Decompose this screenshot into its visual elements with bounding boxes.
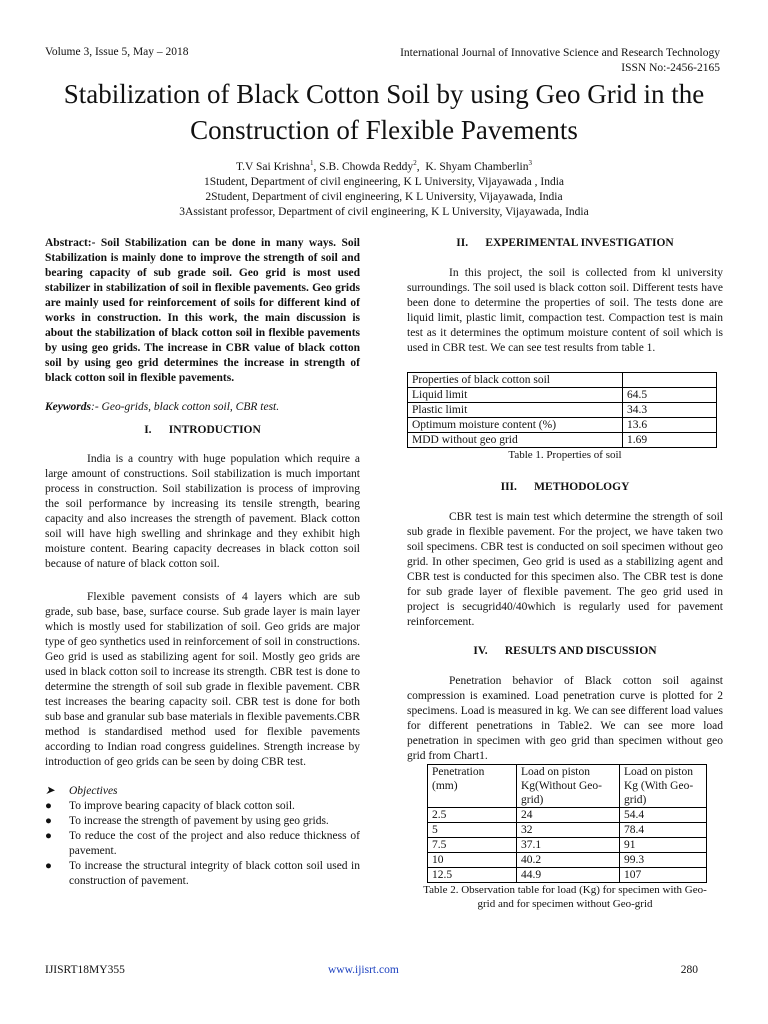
- table-row: [408, 433, 717, 448]
- table-cell: Optimum moisture content (%): [408, 418, 623, 433]
- intro-paragraph-1: India is a country with huge population which require a large amount of constructions. Soil stabilization is much important process in construction. Soil stabilization is process of improving the soil performance by increasing its tensile strength, bearing capacity and also increases the strength of pavement. Black cotton soil will have high swelling and shrinkage and they exhibit high moisture content. Bearing capacity decreases in black cotton soil because of nature of black cotton soil.: [45, 453, 360, 570]
- table-cell: 12.5: [428, 868, 517, 883]
- section-results-heading: [407, 644, 723, 659]
- list-item: [45, 859, 360, 889]
- section-number: I.: [144, 424, 152, 436]
- footer-paper-id: IJISRT18MY355: [45, 964, 125, 976]
- affiliation-2: 2Student, Department of civil engineering, K L University, Vijayawada, India: [205, 190, 563, 203]
- table-cell: 78.4: [620, 823, 707, 838]
- table-cell: 32: [517, 823, 620, 838]
- author-3: K. Shyam Chamberlin: [425, 160, 529, 173]
- right-column: [407, 236, 723, 911]
- section-title: EXPERIMENTAL INVESTIGATION: [485, 237, 674, 249]
- table-header-cell: Load on piston Kg (With Geo-grid): [620, 765, 707, 808]
- table-cell: 44.9: [517, 868, 620, 883]
- table-row: [428, 853, 707, 868]
- table-cell: 34.3: [623, 403, 717, 418]
- table-header-cell: Properties of black cotton soil: [408, 373, 623, 388]
- table-observation: [427, 764, 707, 883]
- table-row: [408, 403, 717, 418]
- page-number: 280: [680, 964, 698, 976]
- table-cell: 5: [428, 823, 517, 838]
- experimental-paragraph: In this project, the soil is collected from kl university surroundings. The soil used is black cotton soil. Different tests have been done to determine the properties of soil. The tests done are liquid limit, plastic limit, compaction test. Compaction test is main test as it determines the optimum moisture content of soil which is used in CBR test. We can see test results from table 1.: [407, 267, 723, 354]
- table-properties: [407, 372, 717, 448]
- affiliation-3: 3Assistant professor, Department of civil engineering, K L University, Vijayawada, India: [179, 205, 589, 218]
- section-methodology-heading: [407, 480, 723, 495]
- table-cell: 99.3: [620, 853, 707, 868]
- bullet-icon: ●: [45, 830, 52, 842]
- table-row: [428, 838, 707, 853]
- table-row: [428, 823, 707, 838]
- objective-text: To improve bearing capacity of black cotton soil.: [69, 800, 295, 812]
- journal-header: [400, 46, 720, 76]
- bullet-icon: ●: [45, 815, 52, 827]
- footer-website-link[interactable]: www.ijisrt.com: [328, 964, 399, 976]
- bullet-icon: ●: [45, 800, 52, 812]
- table-row: [428, 808, 707, 823]
- table2-caption: Table 2. Observation table for load (Kg) for specimen with Geo-grid and for specimen without Geo-grid: [423, 884, 707, 910]
- author-2-sup: 2: [413, 159, 417, 167]
- list-item: [45, 829, 360, 859]
- author-1: T.V Sai Krishna: [236, 160, 311, 173]
- table-row: [408, 373, 717, 388]
- author-3-sup: 3: [528, 159, 532, 167]
- table-cell: 40.2: [517, 853, 620, 868]
- list-item: [45, 814, 360, 829]
- table-cell: [623, 373, 717, 388]
- volume-info: Volume 3, Issue 5, May – 2018: [45, 46, 189, 58]
- objective-text: To increase the strength of pavement by using geo grids.: [69, 815, 329, 827]
- author-2: S.B. Chowda Reddy: [319, 160, 414, 173]
- table-cell: 13.6: [623, 418, 717, 433]
- table-header-cell: Load on piston Kg(Without Geo-grid): [517, 765, 620, 808]
- objective-text: To reduce the cost of the project and also reduce thickness of pavement.: [69, 830, 360, 857]
- keywords: [45, 400, 360, 415]
- table-cell: 1.69: [623, 433, 717, 448]
- table-cell: 107: [620, 868, 707, 883]
- abstract: Abstract:- Soil Stabilization can be done in many ways. Soil Stabilization is mainly done to improve the strength of soil and bearing capacity of sub grade soil. Geo grid is most used stabilizer in stabilization of soil in flexible pavements. Geo grids are mainly used for reinforcement of soils for different kind of works in construction. In this work, the main discussion is about the stabilization of black cotton soil in flexible pavements by using geo grids. The increase in CBR value of black cotton soil by using geo grid determines the increase in strength of black cotton soil in flexible pavements.: [45, 237, 360, 384]
- results-paragraph: Penetration behavior of Black cotton soil against compression is examined. Load penetration curve is plotted for 2 specimens. Load is measured in kg. We can see different load values for different penetrations in Table2. We can see more load penetration in specimen with geo grid than specimen without geo grid from Chart1.: [407, 675, 723, 762]
- section-title: RESULTS AND DISCUSSION: [504, 645, 657, 657]
- section-number: II.: [456, 237, 469, 249]
- table-cell: 7.5: [428, 838, 517, 853]
- table-row: [428, 868, 707, 883]
- list-item: [45, 799, 360, 814]
- table-cell: 37.1: [517, 838, 620, 853]
- journal-name: International Journal of Innovative Science and Research Technology: [400, 47, 720, 59]
- section-experimental-heading: [407, 236, 723, 251]
- table-cell: 2.5: [428, 808, 517, 823]
- author-1-sup: 1: [310, 159, 314, 167]
- table-cell: 10: [428, 853, 517, 868]
- section-number: IV.: [473, 645, 488, 657]
- left-column: [45, 236, 360, 889]
- section-number: III.: [500, 481, 517, 493]
- intro-paragraph-2: Flexible pavement consists of 4 layers which are sub grade, sub base, base, surface course. Sub grade layer is main layer which is mostly used for stabilization of soil. Geo grids are major type of geo synthetics used in reinforcement of soil in constructions. Geo grid is used as stabilizing agent for soil. Mostly geo grids are used in black cotton soil to increase its strength. CBR test is done to determine the strength of soil sub grade in flexible pavement. CBR test increases the bearing capacity soil. CBR test is done for both sub base and granular sub base materials in flexible pavements.CBR method is standardised method used for flexible pavements according to Indian road congress guidelines. Strength increase by introduction of geo grids can be seen by doing CBR test.: [45, 591, 360, 768]
- table1-caption: Table 1. Properties of soil: [508, 449, 622, 461]
- table-header-cell: Penetration (mm): [428, 765, 517, 808]
- table-cell: Plastic limit: [408, 403, 623, 418]
- table-cell: Liquid limit: [408, 388, 623, 403]
- section-introduction-heading: [45, 423, 360, 438]
- arrow-bullet-icon: ➤: [45, 785, 55, 797]
- author-line: T.V Sai Krishna$^1$, S.B. Chowda Reddy$^2$, K. Shyam Chamberlin$^3$: [236, 159, 532, 173]
- objectives-heading: [45, 784, 360, 799]
- table-cell: 24: [517, 808, 620, 823]
- objectives-title: Objectives: [69, 785, 118, 797]
- section-title: INTRODUCTION: [168, 424, 261, 436]
- methodology-paragraph: CBR test is main test which determine the strength of soil sub grade in flexible pavement. For the project, we have taken two soil specimens. CBR test is conducted on soil specimen without geo grid. In other specimen, Geo grid is used as a stabilizing agent and CBR test is conducted for this specimen also. The CBR test is done for sub grade layer of flexible pavement. The geo grid used in project is secugrid40/40which is regularly used for pavement reinforcement.: [407, 511, 723, 628]
- table-cell: 91: [620, 838, 707, 853]
- table-row: [408, 388, 717, 403]
- paper-title: Stabilization of Black Cotton Soil by using Geo Grid in the Construction of Flexible Pavements: [63, 79, 705, 145]
- table-cell: 54.4: [620, 808, 707, 823]
- section-title: METHODOLOGY: [534, 481, 630, 493]
- table-cell: 64.5: [623, 388, 717, 403]
- issn: ISSN No:-2456-2165: [621, 62, 720, 74]
- table-cell: MDD without geo grid: [408, 433, 623, 448]
- objective-text: To increase the structural integrity of black cotton soil used in construction of pavement.: [69, 860, 360, 887]
- authors-block: [0, 156, 768, 220]
- table-row: [408, 418, 717, 433]
- bullet-icon: ●: [45, 860, 52, 872]
- objectives-list: [45, 784, 360, 889]
- keywords-label: Keywords: [45, 401, 91, 413]
- table-row: [428, 765, 707, 808]
- affiliation-1: 1Student, Department of civil engineering, K L University, Vijayawada , India: [203, 175, 565, 188]
- keywords-text: :- Geo-grids, black cotton soil, CBR test.: [91, 401, 280, 413]
